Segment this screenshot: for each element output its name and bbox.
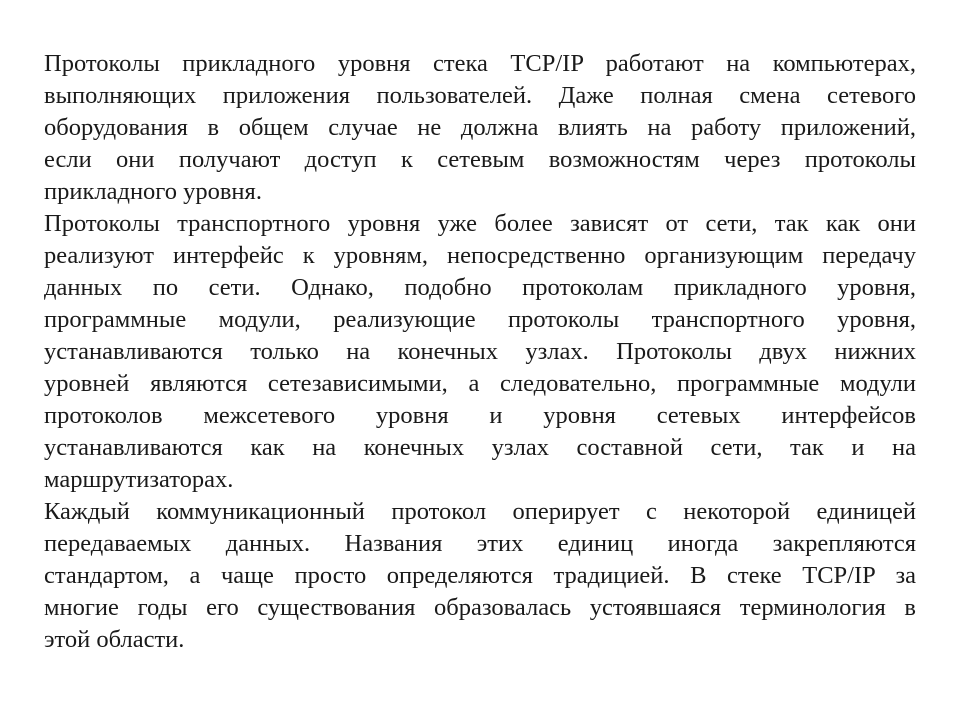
text-line: маршрутизаторах.: [44, 466, 234, 493]
text-line: программные модули, реализующие протоколы транспортного уровня,: [44, 306, 916, 333]
text-line: передаваемых данных. Названия этих единиц иногда закрепляются: [44, 530, 916, 557]
text-line: протоколов межсетевого уровня и уровня сетевых интерфейсов: [44, 402, 916, 429]
text-line: Каждый коммуникационный протокол оперирует с некоторой единицей: [44, 498, 916, 525]
text-line: реализуют интерфейс к уровням, непосредственно организующим передачу: [44, 242, 916, 269]
text-line: данных по сети. Однако, подобно протоколам прикладного уровня,: [44, 274, 916, 301]
text-line: оборудования в общем случае не должна влиять на работу приложений,: [44, 114, 916, 141]
text-line: многие годы его существования образовалась устоявшаяся терминология в: [44, 594, 916, 621]
text-line: устанавливаются только на конечных узлах. Протоколы двух нижних: [44, 338, 916, 365]
text-line: прикладного уровня.: [44, 178, 262, 205]
text-line: если они получают доступ к сетевым возможностям через протоколы: [44, 146, 916, 173]
text-line: уровней являются сетезависимыми, а следовательно, программные модули: [44, 370, 916, 397]
text-line: Протоколы транспортного уровня уже более зависят от сети, так как они: [44, 210, 916, 237]
text-body: [44, 48, 916, 656]
paragraph-protocol-data-units: [44, 496, 916, 656]
text-line: Протоколы прикладного уровня стека TCP/IP работают на компьютерах,: [44, 50, 916, 77]
paragraph-application-layer: [44, 48, 916, 208]
paragraph-transport-layer: [44, 208, 916, 496]
text-line: этой области.: [44, 626, 185, 653]
text-line: выполняющих приложения пользователей. Даже полная смена сетевого: [44, 82, 916, 109]
text-line: устанавливаются как на конечных узлах составной сети, так и на: [44, 434, 916, 461]
text-line: стандартом, а чаще просто определяются традицией. В стеке TCP/IP за: [44, 562, 916, 589]
